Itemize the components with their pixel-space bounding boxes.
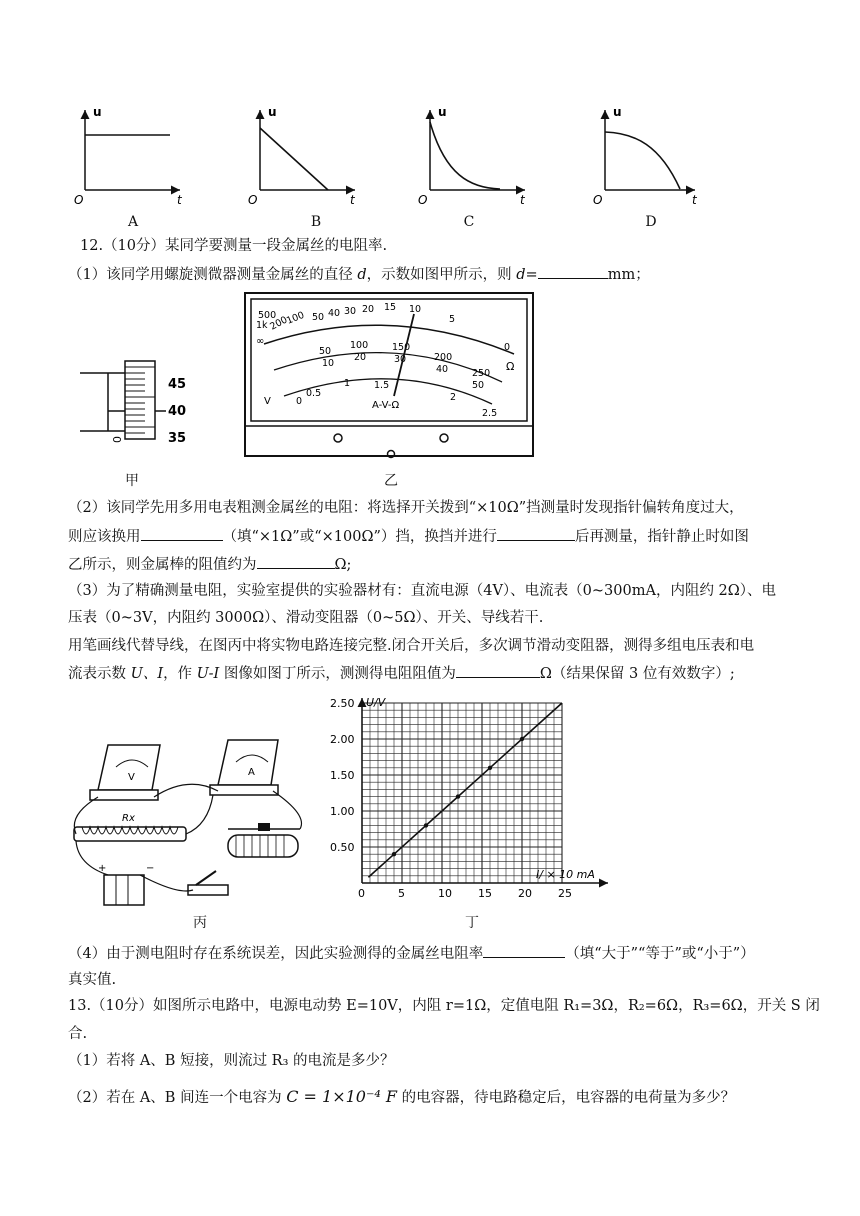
capacitance-formula: C = 1×10⁻⁴ F (286, 1087, 397, 1106)
svg-text:30: 30 (394, 354, 407, 365)
q13-sub2: （2）若在 A、B 间连一个电容为 C = 1×10⁻⁴ F 的电容器，待电路稳定后，电容器的电荷量为多少？ (68, 1087, 736, 1106)
option-c-label: C (463, 214, 475, 230)
svg-text:5: 5 (449, 314, 456, 325)
ui-point (456, 794, 460, 798)
x-tick-label: 15 (478, 887, 492, 900)
q13-line2: 合. (68, 1026, 88, 1042)
battery (98, 863, 154, 905)
svg-text:0: 0 (296, 396, 303, 407)
answer-blank-resistance[interactable] (257, 554, 335, 569)
y-tick-label: 1.50 (330, 769, 355, 782)
ui-line (368, 703, 562, 877)
svg-text:10: 10 (409, 304, 422, 315)
plus-sign: + (98, 863, 107, 874)
answer-blank-comparison[interactable] (483, 943, 565, 958)
graph-c (418, 105, 526, 207)
x-tick-label: 10 (438, 887, 452, 900)
ui-point (488, 766, 492, 770)
ui-chart (322, 690, 622, 908)
circuit-figure (68, 735, 318, 910)
svg-text:100: 100 (350, 340, 369, 351)
minus-sign: − (146, 863, 155, 874)
q12-part4-a: （4）由于测电阻时存在系统误差，因此实验测得的金属丝电阻率 （填“大于”“等于”或“小于”） (68, 943, 755, 964)
q12-part3-c: 用笔画线代替导线，在图丙中将实物电路连接完整.闭合开关后，多次调节滑动变阻器，测得多组电压表和电 (68, 638, 755, 654)
voltmeter (90, 745, 160, 800)
svg-text:10: 10 (322, 358, 335, 369)
q12-part2-b: 则应该换用 （填“×1Ω”或“×100Ω”）挡，换挡并进行 后再测量，指针静止时如图 (68, 526, 749, 547)
svg-text:1.5: 1.5 (374, 380, 390, 391)
svg-text:150: 150 (392, 342, 411, 353)
svg-text:1k: 1k (256, 320, 268, 331)
q12-part2-c: 乙所示，则金属棒的阻值约为 Ω; (68, 554, 351, 575)
option-a-label: A (127, 214, 139, 230)
svg-text:500: 500 (258, 310, 277, 321)
micrometer-tick-45: 45 (168, 377, 187, 392)
avo-label: A-V-Ω (372, 400, 400, 411)
svg-text:50: 50 (472, 380, 485, 391)
multimeter-figure (244, 292, 536, 462)
rheostat (228, 823, 300, 857)
svg-text:20: 20 (362, 304, 375, 315)
svg-text:2: 2 (450, 392, 457, 403)
svg-text:1: 1 (344, 378, 351, 389)
x-tick-label: 25 (558, 887, 572, 900)
micrometer-zero: 0 (111, 436, 124, 443)
ammeter-label: A (248, 767, 255, 778)
origin-label: O (418, 193, 428, 207)
resistor-rx (74, 813, 186, 841)
svg-text:0.5: 0.5 (306, 388, 322, 399)
q13-line1: 13.（10分）如图所示电路中，电源电动势 E=10V，内阻 r=1Ω，定值电阻 R₁=3Ω，R₂=6Ω，R₃=6Ω，开关 S 闭 (68, 998, 820, 1014)
fig-ding-caption: 丁 (465, 915, 479, 931)
graph-b (248, 105, 356, 207)
q12-part4-b: 真实值. (68, 972, 117, 988)
micrometer-tick-35: 35 (168, 431, 187, 445)
ui-point (424, 823, 428, 827)
q12-part3-a: （3）为了精确测量电阻，实验室提供的实验器材有：直流电源（4V）、电流表（0~300mA，内阻约 2Ω）、电 (68, 583, 777, 599)
micrometer-figure (80, 355, 200, 445)
origin-label: O (74, 193, 84, 207)
x-axis-label: I/ × 10 mA (536, 868, 595, 881)
svg-text:30: 30 (344, 306, 357, 317)
fig-jia-caption: 甲 (125, 473, 139, 489)
q12-part3-b: 压表（0~3V，内阻约 3000Ω）、滑动变阻器（0~5Ω）、开关、导线若干. (68, 610, 544, 626)
answer-blank-d[interactable] (538, 264, 608, 279)
y-axis-label: U/V (366, 696, 386, 709)
origin-label: O (248, 193, 258, 207)
axis-t-label: t (520, 193, 525, 207)
x-tick-label: 5 (398, 887, 405, 900)
option-d-label: D (645, 214, 657, 230)
svg-text:20: 20 (354, 352, 367, 363)
axis-u-label: u (268, 105, 277, 119)
ui-point (392, 852, 396, 856)
answer-blank-measured-r[interactable] (456, 663, 540, 678)
rx-label: Rx (122, 813, 135, 824)
origin-label: O (593, 193, 603, 207)
y-tick-label: 2.50 (330, 697, 355, 710)
curve-b (260, 128, 328, 190)
axis-u-label: u (93, 105, 102, 119)
axis-t-label: t (350, 193, 355, 207)
y-tick-label: 1.00 (330, 805, 355, 818)
graph-a (74, 105, 183, 207)
q12-part3-d: 流表示数 U、I，作 U-I 图像如图丁所示，测测得电阻阻值为 Ω（结果保留 3 位有效数字）; (68, 663, 735, 684)
q12-part2-a: （2）该同学先用多用电表粗测金属丝的电阻：将选择开关拨到“×10Ω”挡测量时发现指针偏转角度过大， (68, 500, 744, 516)
svg-text:0: 0 (504, 342, 511, 353)
answer-blank-range[interactable] (141, 526, 223, 541)
fig-yi-caption: 乙 (384, 473, 398, 489)
svg-text:200: 200 (268, 314, 290, 333)
switch (188, 871, 228, 895)
graph-d (593, 105, 698, 207)
y-tick-label: 0.50 (330, 841, 355, 854)
curve-c (430, 122, 500, 189)
svg-text:40: 40 (328, 308, 341, 319)
curve-d (605, 132, 680, 189)
q12-title: 12.（10分）某同学要测量一段金属丝的电阻率. (80, 238, 388, 254)
ut-graphs (60, 100, 710, 210)
fig-bing-caption: 丙 (193, 915, 207, 931)
svg-text:50: 50 (319, 346, 332, 357)
v-symbol: V (264, 396, 271, 407)
svg-text:100: 100 (285, 309, 306, 327)
axis-t-label: t (177, 193, 182, 207)
ammeter (210, 740, 278, 795)
svg-text:200: 200 (434, 352, 453, 363)
q13-sub1: （1）若将 A、B 短接，则流过 R₃ 的电流是多少？ (68, 1053, 395, 1069)
svg-text:15: 15 (384, 302, 397, 313)
micrometer-tick-40: 40 (168, 404, 187, 419)
infinity-symbol: ∞ (256, 336, 265, 347)
axis-u-label: u (438, 105, 447, 119)
q12-part1: （1）该同学用螺旋测微器测量金属丝的直径 d，示数如图甲所示，则 d= mm； (68, 264, 650, 285)
axis-t-label: t (692, 193, 697, 207)
svg-text:2.5: 2.5 (482, 408, 498, 419)
ohm-symbol: Ω (506, 360, 515, 373)
x-tick-label: 0 (358, 887, 365, 900)
svg-text:50: 50 (312, 312, 325, 323)
y-tick-label: 2.00 (330, 733, 355, 746)
answer-blank-zeroing[interactable] (497, 526, 575, 541)
x-tick-label: 20 (518, 887, 532, 900)
ui-point (520, 737, 524, 741)
svg-text:40: 40 (436, 364, 449, 375)
axis-u-label: u (613, 105, 622, 119)
svg-text:250: 250 (472, 368, 491, 379)
option-b-label: B (310, 214, 322, 230)
voltmeter-label: V (128, 772, 135, 783)
